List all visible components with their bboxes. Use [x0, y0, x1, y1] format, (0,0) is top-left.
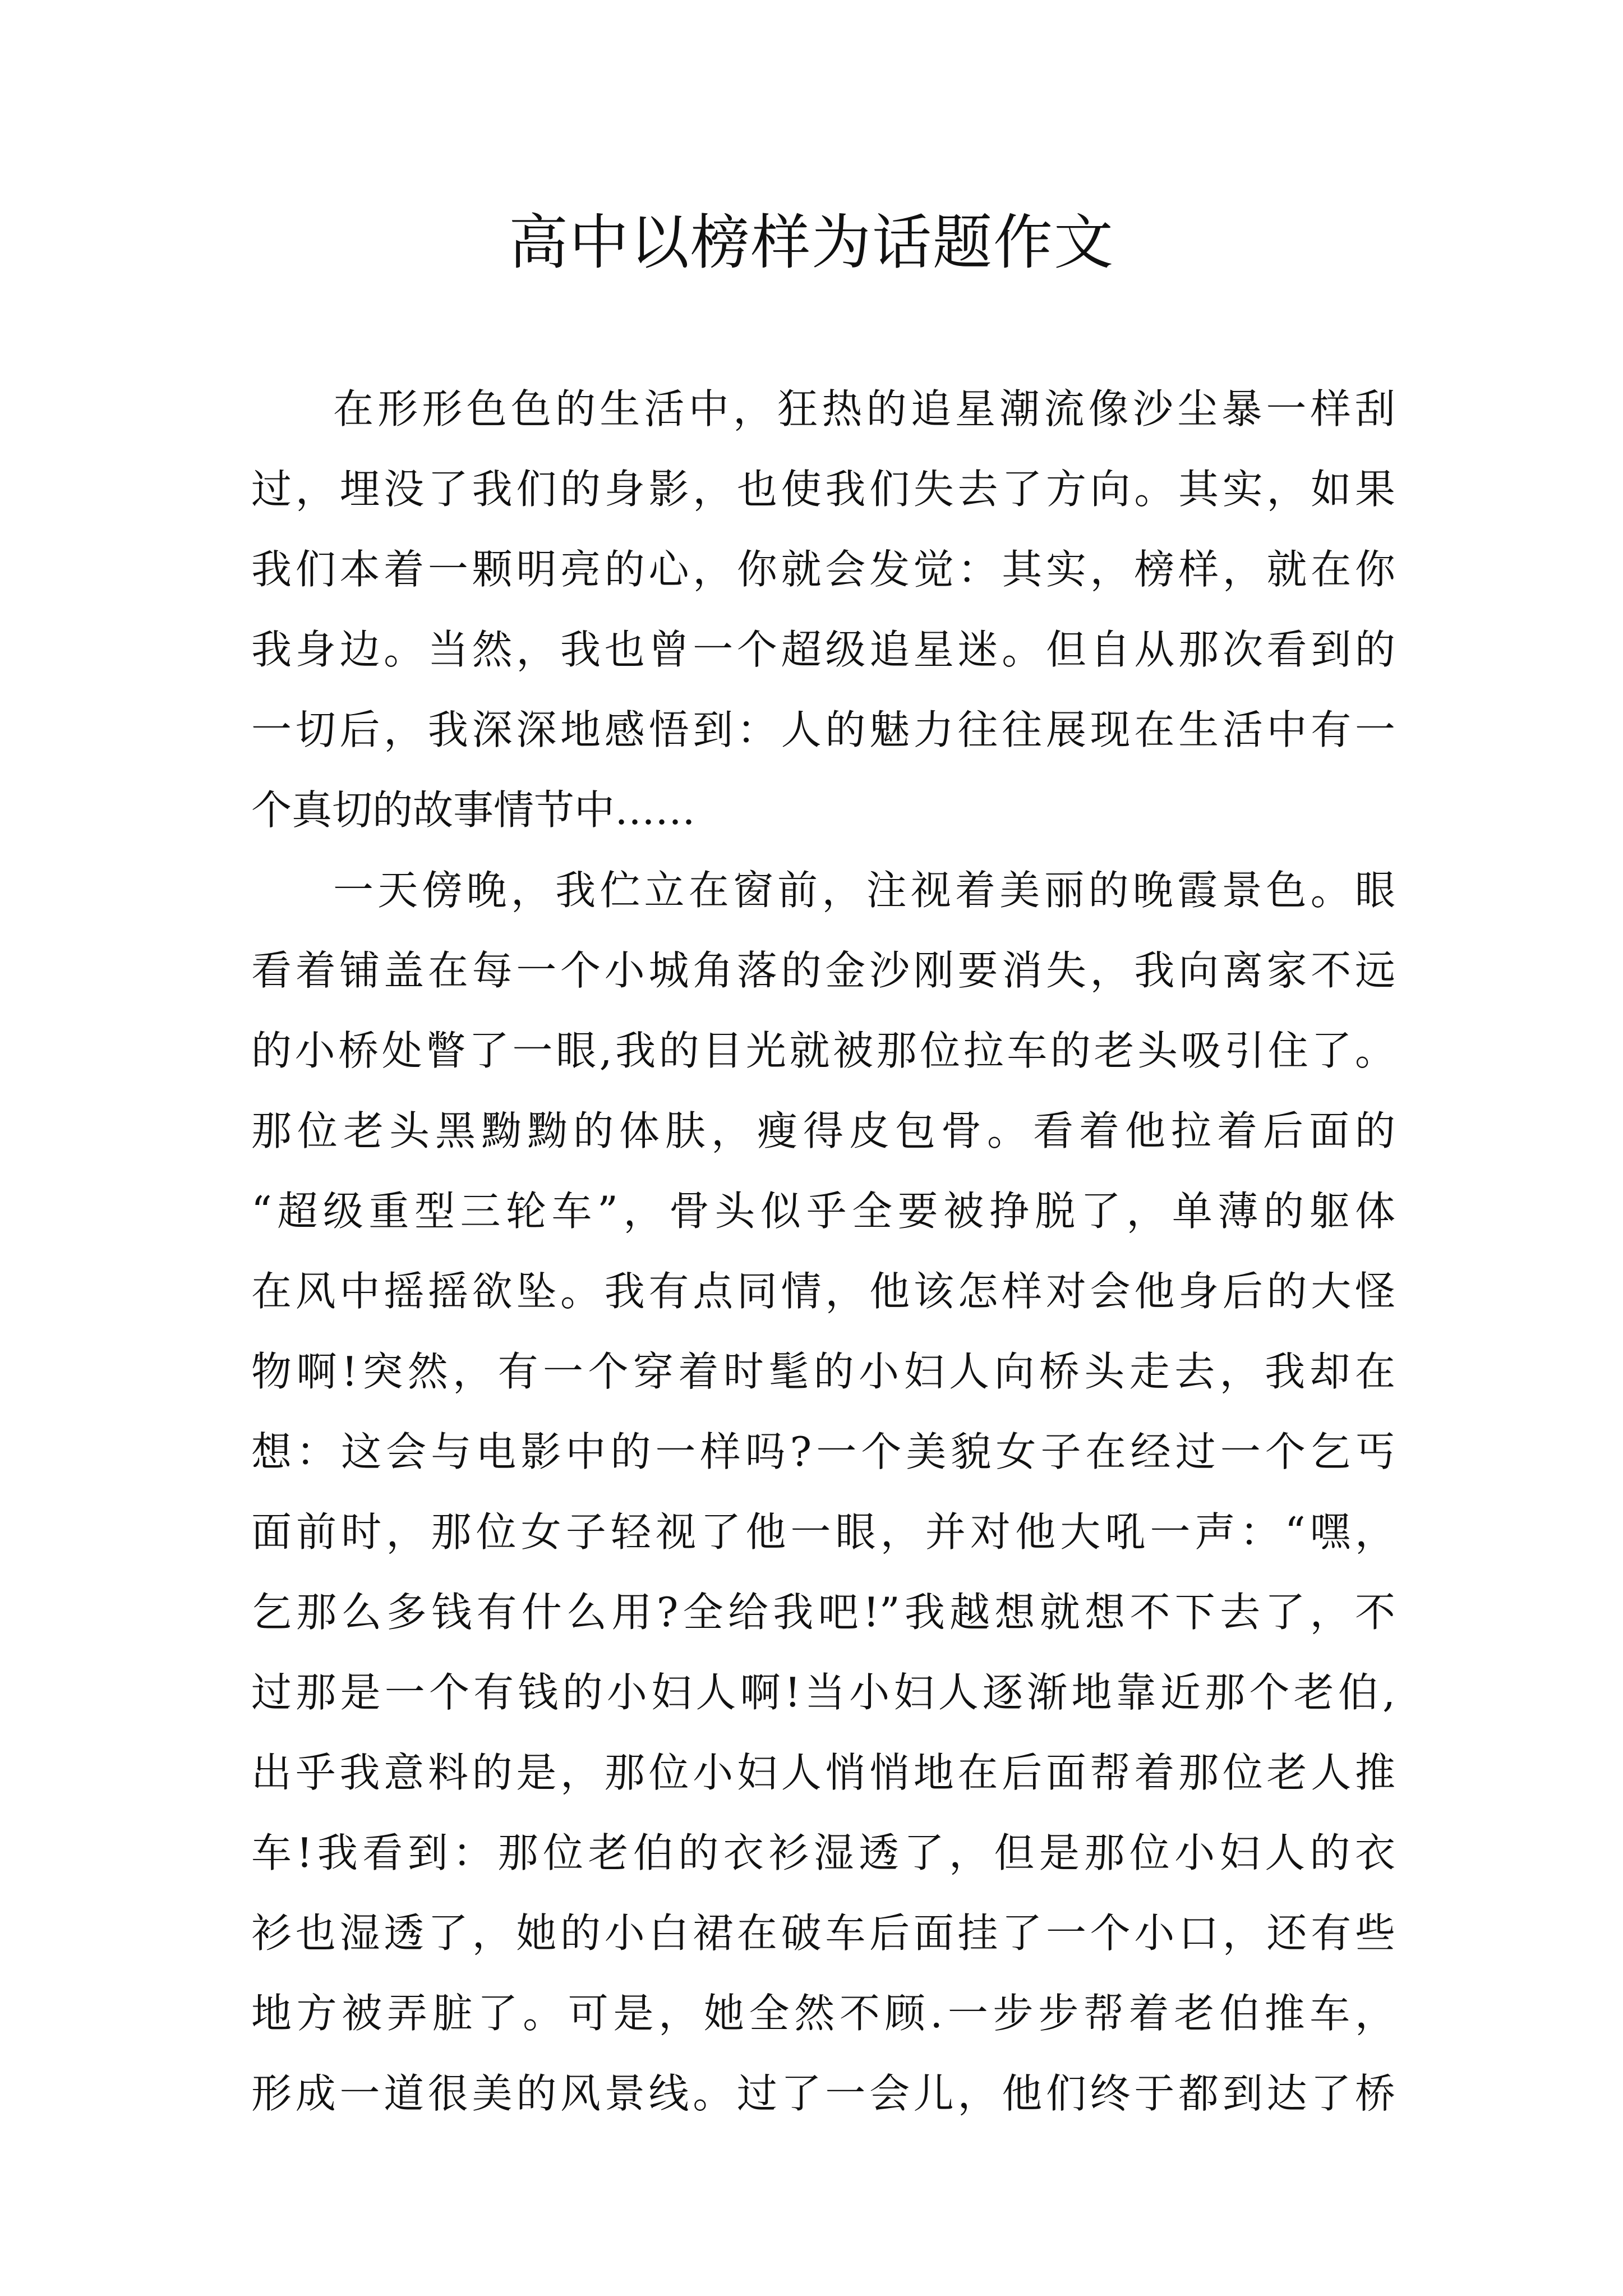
paragraph-2-line-6: 在风中摇摇欲坠。我有点同情，他该怎样对会他身后的大怪: [251, 1268, 1395, 1315]
paragraph-2-line-5: “超级重型三轮车”，骨头似乎全要被挣脱了，单薄的躯体: [251, 1188, 1395, 1235]
paragraph-2-line-3: 的小桥处瞥了一眼,我的目光就被那位拉车的老头吸引住了。: [251, 1027, 1395, 1074]
paragraph-2-line-13: 车!我看到：那位老伯的衣衫湿透了，但是那位小妇人的衣: [251, 1829, 1395, 1876]
paragraph-2-line-12: 出乎我意料的是，那位小妇人悄悄地在后面帮着那位老人推: [251, 1749, 1395, 1796]
paragraph-2-line-9: 面前时，那位女子轻视了他一眼，并对他大吼一声：“嘿，: [251, 1508, 1395, 1556]
paragraph-1-line-5: 一切后，我深深地感悟到：人的魅力往往展现在生活中有一: [251, 706, 1395, 753]
paragraph-2-line-2: 看着铺盖在每一个小城角落的金沙刚要消失，我向离家不远: [251, 947, 1395, 994]
paragraph-2-line-11: 过那是一个有钱的小妇人啊!当小妇人逐渐地靠近那个老伯,: [251, 1669, 1395, 1716]
paragraph-2-line-15: 地方被弄脏了。可是，她全然不顾.一步步帮着老伯推车，: [251, 1990, 1395, 2037]
document-title: 高中以榜样为话题作文: [509, 208, 1114, 277]
paragraph-1-line-1: 在形形色色的生活中，狂热的追星潮流像沙尘暴一样刮: [333, 385, 1395, 432]
paragraph-1-line-2: 过，埋没了我们的身影，也使我们失去了方向。其实，如果: [251, 466, 1395, 513]
paragraph-2-line-7: 物啊!突然，有一个穿着时髦的小妇人向桥头走去，我却在: [251, 1348, 1395, 1395]
paragraph-2-line-10: 乞那么多钱有什么用?全给我吧!”我越想就想不下去了，不: [251, 1589, 1395, 1636]
paragraph-2-line-8: 想：这会与电影中的一样吗?一个美貌女子在经过一个乞丐: [251, 1428, 1395, 1475]
paragraph-1-line-3: 我们本着一颗明亮的心，你就会发觉：其实，榜样，就在你: [251, 546, 1395, 593]
paragraph-1-line-4: 我身边。当然，我也曾一个超级追星迷。但自从那次看到的: [251, 626, 1395, 673]
paragraph-2-line-1: 一天傍晚，我伫立在窗前，注视着美丽的晚霞景色。眼: [333, 867, 1395, 914]
document-body: [251, 369, 1395, 2134]
paragraph-2-line-14: 衫也湿透了，她的小白裙在破车后面挂了一个小口，还有些: [251, 1910, 1395, 1957]
paragraph-2-line-16: 形成一道很美的风景线。过了一会儿，他们终于都到达了桥: [251, 2070, 1395, 2117]
paragraph-1-line-6: 个真切的故事情节中……: [251, 786, 696, 834]
paragraph-2-line-4: 那位老头黑黝黝的体肤，瘦得皮包骨。看着他拉着后面的: [251, 1107, 1395, 1154]
